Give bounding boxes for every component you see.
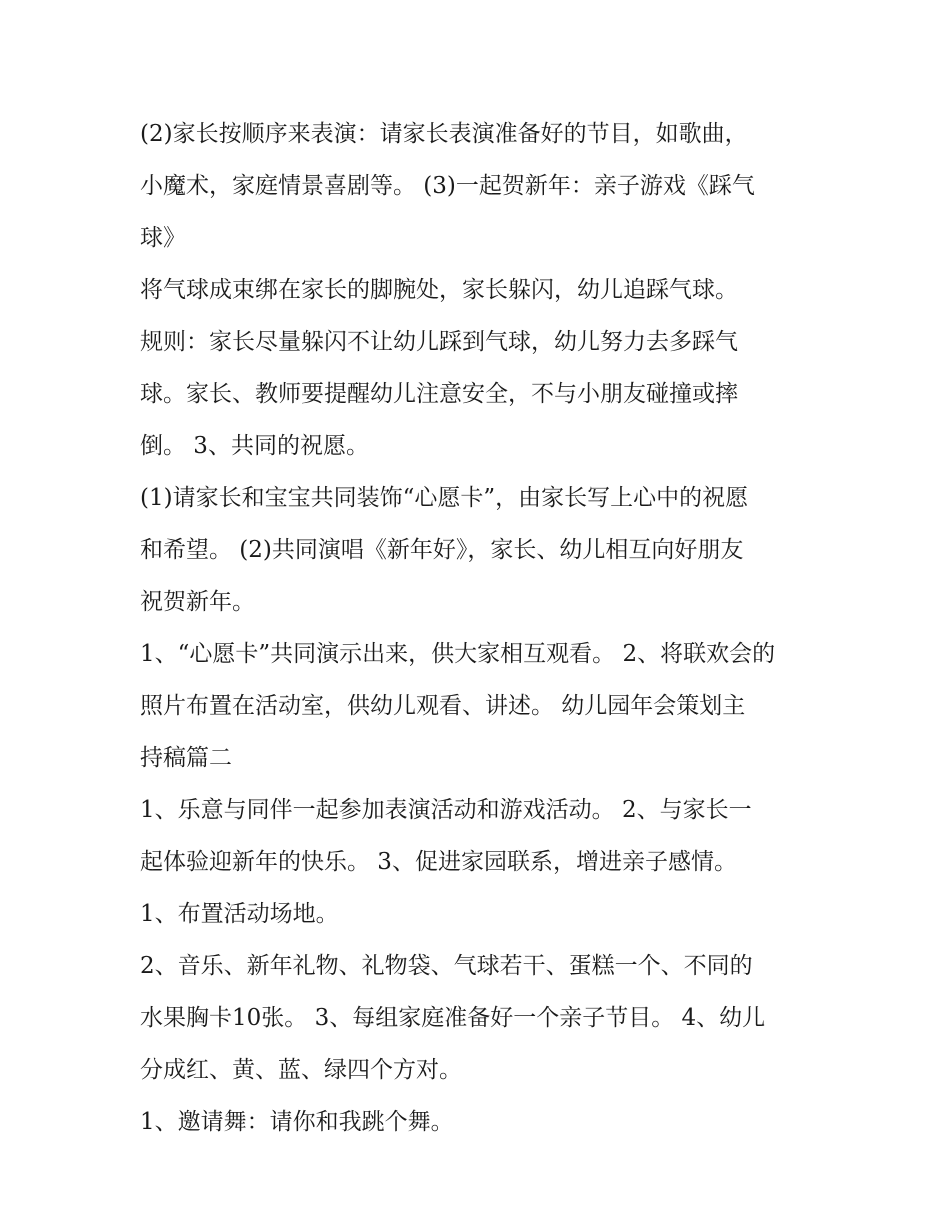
text-line: 照片布置在活动室，供幼儿观看、讲述。 幼儿园年会策划主 bbox=[140, 693, 746, 719]
paragraph-wish-card bbox=[140, 472, 820, 628]
text-line: 球》 bbox=[140, 225, 186, 251]
paragraph-materials bbox=[140, 940, 820, 1096]
text-line: 1、“心愿卡”共同演示出来，供大家相互观看。 2、将联欢会的 bbox=[140, 641, 776, 667]
text-line: (1)请家长和宝宝共同装饰“心愿卡”，由家长写上心中的祝愿 bbox=[140, 485, 749, 511]
paragraph-rules bbox=[140, 316, 820, 472]
text-line: 祝贺新年。 bbox=[140, 589, 255, 615]
text-line: 将气球成束绑在家长的脚腕处，家长躲闪，幼儿追踩气球。 bbox=[140, 277, 738, 303]
text-line: 小魔术，家庭情景喜剧等。 (3)一起贺新年：亲子游戏《踩气 bbox=[140, 173, 755, 199]
text-line: 规则：家长尽量躲闪不让幼儿踩到气球，幼儿努力去多踩气 bbox=[140, 329, 738, 355]
text-line: 球。家长、教师要提醒幼儿注意安全，不与小朋友碰撞或摔 bbox=[140, 381, 738, 407]
paragraph-performance bbox=[140, 108, 820, 264]
paragraph-balloon-setup bbox=[140, 264, 820, 316]
text-line: 1、乐意与同伴一起参加表演活动和游戏活动。 2、与家长一 bbox=[140, 797, 752, 823]
text-line: (2)家长按顺序来表演：请家长表演准备好的节目，如歌曲， bbox=[140, 121, 748, 147]
document-body bbox=[140, 108, 820, 1148]
text-line: 水果胸卡10张。 3、每组家庭准备好一个亲子节目。 4、幼儿 bbox=[140, 1005, 766, 1031]
text-line: 起体验迎新年的快乐。 3、促进家园联系，增进亲子感情。 bbox=[140, 849, 737, 875]
text-line: 和希望。 (2)共同演唱《新年好》，家长、幼儿相互向好朋友 bbox=[140, 537, 744, 563]
text-line: 分成红、黄、蓝、绿四个方对。 bbox=[140, 1057, 462, 1083]
text-line: 持稿篇二 bbox=[140, 745, 232, 771]
text-line: 1、邀请舞：请你和我跳个舞。 bbox=[140, 1109, 454, 1135]
text-line: 倒。 3、共同的祝愿。 bbox=[140, 433, 369, 459]
text-line: 1、布置活动场地。 bbox=[140, 901, 339, 927]
text-line: 2、音乐、新年礼物、礼物袋、气球若干、蛋糕一个、不同的 bbox=[140, 953, 753, 979]
paragraph-extension bbox=[140, 628, 820, 784]
paragraph-invite-dance bbox=[140, 1096, 820, 1148]
paragraph-goals bbox=[140, 784, 820, 888]
paragraph-venue bbox=[140, 888, 820, 940]
